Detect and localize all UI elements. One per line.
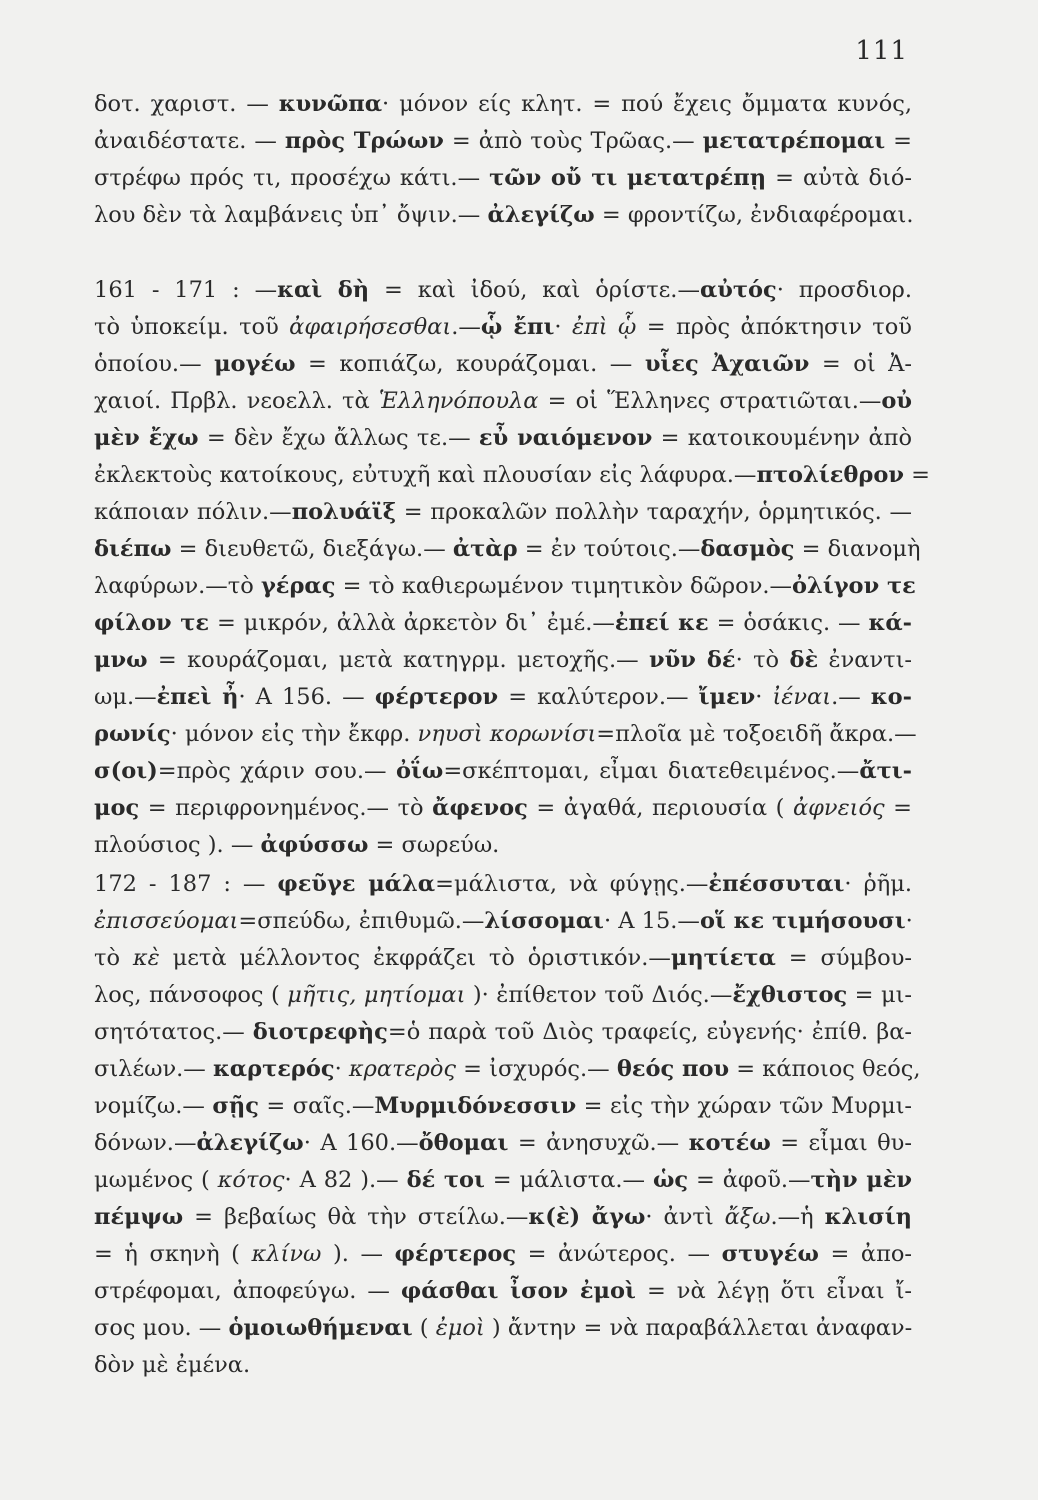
lemma-term: ἀφύσσω (260, 832, 369, 858)
text-run: ) ἄντην = νὰ παραβάλλεται ἀναφαν- (484, 1315, 913, 1341)
italic-term: ἄξω (724, 1204, 771, 1230)
lemma-term: ἀλεγίζω (487, 202, 595, 228)
text-run: σιλέων.— (94, 1056, 213, 1082)
lemma-term: κ(ὲ) ἄγω (528, 1204, 646, 1230)
paragraph-1 (94, 86, 912, 234)
text-line (94, 1236, 912, 1273)
text-run: = μάλιστα.— (484, 1167, 653, 1193)
text-run: · προσδιορ. (776, 277, 912, 303)
text-run: = κατοικουμένην ἀπὸ (652, 425, 913, 451)
text-line (94, 716, 917, 753)
text-run: = πρὸς ἀπόκτησιν τοῦ (636, 314, 912, 340)
lemma-term: πτολίεθρον (756, 462, 904, 488)
text-line (94, 1162, 912, 1199)
text-run: =σκέπτομαι, εἶμαι διατεθειμένος.— (443, 758, 860, 784)
lemma-term: πολυάϊξ (291, 499, 397, 525)
text-run: δόνων.— (94, 1130, 197, 1156)
text-run: = καλύτερον.— (498, 684, 699, 710)
text-line (94, 160, 912, 197)
text-run: =πλοῖα μὲ τοξοειδῆ ἄκρα.— (596, 721, 917, 747)
lemma-term: ἔχθιστος (732, 982, 848, 1008)
text-line (94, 1347, 912, 1384)
text-run: · (554, 314, 572, 340)
text-line (94, 866, 912, 903)
text-run: = αὐτὰ διό- (766, 165, 913, 191)
text-run: = κοπιάζω, κουράζομαι. — (295, 351, 645, 377)
text-run: χαιοί. Πρβλ. νεοελλ. τὰ (94, 388, 379, 414)
text-run: = φροντίζω, ἐνδιαφέρομαι. (594, 202, 914, 228)
lemma-term: σῇς (212, 1093, 259, 1119)
text-run: = προκαλῶν πολλὴν ταραχήν, ὁρμητικός. — (396, 499, 912, 525)
lemma-term: ρωνίς (94, 721, 171, 747)
lemma-term: κυνῶπα (278, 91, 383, 117)
lemma-term: ὁμοιωθήμεναι (228, 1315, 413, 1341)
text-run: =σπεύδω, ἐπιθυμῶ.— (238, 908, 485, 934)
text-line (94, 1125, 912, 1162)
lemma-term: δέ τοι (406, 1167, 485, 1193)
text-run: · (334, 1056, 349, 1082)
text-line (94, 605, 912, 642)
text-run: .— (451, 314, 481, 340)
text-run: = εἰς τὴν χώραν τῶν Μυρμι- (576, 1093, 913, 1119)
lemma-term: οἵ κε τιμήσουσι (699, 908, 906, 934)
text-line (94, 827, 912, 864)
text-run: = περιφρονημένος.— τὸ (139, 795, 433, 821)
text-run: κάποιαν πόλιν.— (94, 499, 292, 525)
text-run: = σύμβου- (775, 945, 912, 971)
lemma-term: ᾧ ἔπι (480, 314, 555, 340)
text-line (94, 1051, 921, 1088)
text-run: ἐναντι- (818, 647, 913, 673)
text-run: τὸ ὑποκείμ. τοῦ (94, 314, 290, 340)
text-line (94, 272, 912, 309)
text-line (94, 309, 912, 346)
lemma-term: κλισίη (824, 1204, 912, 1230)
text-run: στρέφω πρός τι, προσέχω κάτι.— (94, 165, 490, 191)
text-run: = βεβαίως θὰ τὴν στείλω.— (183, 1204, 529, 1230)
text-run: = διευθετῶ, διεξάγω.— (171, 536, 453, 562)
text-run: )· ἐπίθετον τοῦ Διός.— (465, 982, 733, 1008)
text-run: · (755, 684, 773, 710)
lemma-term: ὡς (652, 1167, 689, 1193)
lemma-term: καὶ δὴ (277, 277, 370, 303)
lemma-term: στυγέω (721, 1241, 819, 1267)
text-run: = διανομὴ (794, 536, 921, 562)
text-run: = ἰσχυρός.— (455, 1056, 617, 1082)
text-run: = κάποιος θεός, (729, 1056, 921, 1082)
text-run: = μικρόν, ἀλλὰ ἀρκετὸν δι᾽ ἐμέ.— (209, 610, 615, 636)
text-run: νομίζω.— (94, 1093, 213, 1119)
text-line (94, 86, 912, 123)
lemma-term: νῦν δέ (649, 647, 736, 673)
lemma-term: μητίετα (670, 945, 776, 971)
text-run: = ἀπὸ τοὺς Τρῶας.— (443, 128, 703, 154)
lemma-term: σ(οι) (94, 758, 158, 784)
text-run: ). — (321, 1241, 395, 1267)
text-run: = δὲν ἔχω ἄλλως τε.— (198, 425, 479, 451)
italic-term: κὲ (132, 945, 160, 971)
text-run: =μάλιστα, νὰ φύγῃς.— (435, 871, 709, 897)
lemma-term: ἀτὰρ (452, 536, 518, 562)
lemma-term: ἴμεν (698, 684, 756, 710)
paragraph-2 (94, 272, 930, 864)
lemma-term: μνω (94, 647, 148, 673)
lemma-term: καρτερός (212, 1056, 335, 1082)
lemma-term: ἄτι- (859, 758, 912, 784)
text-run: σητότατος.— (94, 1019, 253, 1045)
text-run: σος μου. — (94, 1315, 229, 1341)
italic-term: ἐπὶ ᾧ (571, 314, 637, 340)
lemma-term: ἄφενος (432, 795, 528, 821)
text-line (94, 642, 912, 679)
text-run: = ἐν τούτοις.— (517, 536, 701, 562)
text-line (94, 123, 912, 160)
text-run: = κουράζομαι, μετὰ κατηγρμ. μετοχῆς.— (147, 647, 649, 673)
text-run: .— (831, 684, 871, 710)
text-run: πλούσιος ). — (94, 832, 261, 858)
text-run: λου δὲν τὰ λαμβάνεις ὑπ᾽ ὄψιν.— (94, 202, 488, 228)
italic-term: ἰέναι (772, 684, 832, 710)
lemma-term: θεός που (616, 1056, 730, 1082)
lemma-term: κο- (870, 684, 912, 710)
text-line (94, 494, 912, 531)
text-run: =ὁ παρὰ τοῦ Διὸς τραφείς, εὐγενής· ἐπίθ. βα- (387, 1019, 912, 1045)
lemma-term: πρὸς Τρώων (284, 128, 444, 154)
text-run: =πρὸς χάριν σου.— (157, 758, 396, 784)
lemma-term: μος (94, 795, 140, 821)
lemma-term: ὀΐω (395, 758, 444, 784)
text-run: = οἱ Ἕλληνες στρατιῶται.— (538, 388, 882, 414)
text-run: = (884, 795, 912, 821)
lemma-term: λίσσομαι (484, 908, 604, 934)
text-run: · ἀντὶ (645, 1204, 725, 1230)
text-run: μωμένος ( (94, 1167, 218, 1193)
text-run: ( (412, 1315, 436, 1341)
text-run: δοτ. χαριστ. — (94, 91, 279, 117)
lemma-term: φεῦγε μάλα (277, 871, 436, 897)
text-run: · ῥῆμ. (844, 871, 912, 897)
text-run: ωμ.— (94, 684, 157, 710)
page-number: 111 (855, 36, 908, 66)
text-run: = νὰ λέγῃ ὅτι εἶναι ἴ- (635, 1278, 912, 1304)
text-run: ἐκλεκτοὺς κατοίκους, εὐτυχῆ καὶ πλουσίαν εἰς λάφυρα.— (94, 462, 757, 488)
text-line (94, 420, 912, 457)
text-line (94, 679, 912, 716)
lemma-term: ὄθομαι (418, 1130, 509, 1156)
text-run: = (885, 128, 913, 154)
lemma-term: φάσθαι ἶσον ἐμοὶ (400, 1278, 636, 1304)
italic-term: μῆτις, μητίομαι (287, 982, 466, 1008)
lemma-term: πέμψω (94, 1204, 184, 1230)
text-run: = ὁσάκις. — (708, 610, 869, 636)
text-run: = μι- (847, 982, 913, 1008)
italic-term: κλίνω (251, 1241, 322, 1267)
italic-term: ἀφαιρήσεσθαι (289, 314, 452, 340)
text-run: = καὶ ἰδού, καὶ ὁρίστε.— (369, 277, 700, 303)
italic-term: ἐμοὶ (435, 1315, 485, 1341)
text-run: = ἀνώτερος. — (516, 1241, 722, 1267)
text-run: = ἀπο- (818, 1241, 913, 1267)
text-run: · Α 82 ).— (284, 1167, 407, 1193)
text-line (94, 1310, 912, 1347)
text-run: 161 - 171 : — (94, 277, 278, 303)
lemma-term: φίλον τε (94, 610, 210, 636)
lemma-term: αὐτός (699, 277, 777, 303)
italic-term: Ἑλληνόπουλα (378, 388, 539, 414)
paragraph-3 (94, 866, 921, 1384)
text-line (94, 197, 912, 234)
lemma-term: ἐπεὶ ἦ (156, 684, 239, 710)
italic-term: κρατερὸς (348, 1056, 456, 1082)
lemma-term: οὐ (881, 388, 912, 414)
text-line (94, 1088, 912, 1125)
text-run: = σωρεύω. (368, 832, 500, 858)
text-run: = σαῖς.— (258, 1093, 375, 1119)
lemma-term: μετατρέπομαι (702, 128, 886, 154)
lemma-term: φέρτερος (394, 1241, 517, 1267)
text-run: = ἀνησυχῶ.— (508, 1130, 689, 1156)
lemma-term: ἐπέσσυται (708, 871, 845, 897)
text-line (94, 346, 912, 383)
text-run: ὁποίου.— (94, 351, 215, 377)
text-run: · μόνον είς κλητ. = πού ἔχεις ὄμματα κυνός, (382, 91, 913, 117)
lemma-term: Μυρμιδόνεσσιν (374, 1093, 577, 1119)
text-line (94, 457, 930, 494)
text-line (94, 568, 916, 605)
text-line (94, 977, 912, 1014)
lemma-term: δὲ (789, 647, 819, 673)
text-run: · Α 156. — (238, 684, 375, 710)
text-run: στρέφομαι, ἀποφεύγω. — (94, 1278, 401, 1304)
lemma-term: δασμὸς (700, 536, 795, 562)
text-line (94, 903, 912, 940)
lemma-term: μογέω (214, 351, 296, 377)
lemma-term: ἐπεί κε (614, 610, 709, 636)
text-line (94, 1273, 912, 1310)
lemma-term: κά- (868, 610, 912, 636)
lemma-term: υἷες Ἀχαιῶν (644, 351, 810, 377)
text-run: = εἶμαι θυ- (770, 1130, 912, 1156)
text-run: · Α 15.— (603, 908, 700, 934)
text-line (94, 1014, 912, 1051)
lemma-term: γέρας (260, 573, 336, 599)
italic-term: νηυσὶ κορωνίσι (417, 721, 597, 747)
text-run: τὸ (94, 945, 133, 971)
text-run: .—ἡ (770, 1204, 825, 1230)
text-run: μετὰ μέλλοντος ἐκφράζει τὸ ὁριστικόν.— (159, 945, 671, 971)
italic-term: κότος (217, 1167, 285, 1193)
text-run: δὸν μὲ ἐμένα. (94, 1352, 251, 1378)
lemma-term: διοτρεφὴς (252, 1019, 388, 1045)
lemma-term: ἀλεγίζω (196, 1130, 304, 1156)
lemma-term: τὴν μὲν (810, 1167, 912, 1193)
lemma-term: κοτέω (688, 1130, 771, 1156)
text-run: 172 - 187 : — (94, 871, 278, 897)
lemma-term: εὖ ναιόμενον (478, 425, 653, 451)
text-line (94, 383, 912, 420)
lemma-term: τῶν οὔ τι μετατρέπῃ (489, 165, 767, 191)
text-line (94, 790, 912, 827)
text-line (94, 940, 912, 977)
text-run: λος, πάνσοφος ( (94, 982, 288, 1008)
text-line (94, 753, 912, 790)
text-run: · (905, 908, 913, 934)
text-line (94, 531, 921, 568)
text-run: = ἀγαθά, περιουσία ( (527, 795, 793, 821)
text-run: · τὸ (735, 647, 790, 673)
text-run: = οἱ Ἀ- (809, 351, 913, 377)
text-run: = τὸ καθιερωμένον τιμητικὸν δῶρον.— (335, 573, 793, 599)
text-run: λαφύρων.—τὸ (94, 573, 261, 599)
text-run: · Α 160.— (303, 1130, 419, 1156)
lemma-term: μὲν ἔχω (94, 425, 199, 451)
text-run: · μόνον εἰς τὴν ἔκφρ. (170, 721, 418, 747)
italic-term: ἐπισσεύομαι (94, 908, 239, 934)
text-line (94, 1199, 912, 1236)
italic-term: ἀφνειός (792, 795, 885, 821)
text-run: = ἡ σκηνὴ ( (94, 1241, 252, 1267)
lemma-term: διέπω (94, 536, 172, 562)
text-run: = ἀφοῦ.— (688, 1167, 811, 1193)
text-run: = (903, 462, 930, 488)
lemma-term: ὀλίγον τε (792, 573, 916, 599)
text-run: ἀναιδέστατε. — (94, 128, 285, 154)
lemma-term: φέρτερον (374, 684, 499, 710)
